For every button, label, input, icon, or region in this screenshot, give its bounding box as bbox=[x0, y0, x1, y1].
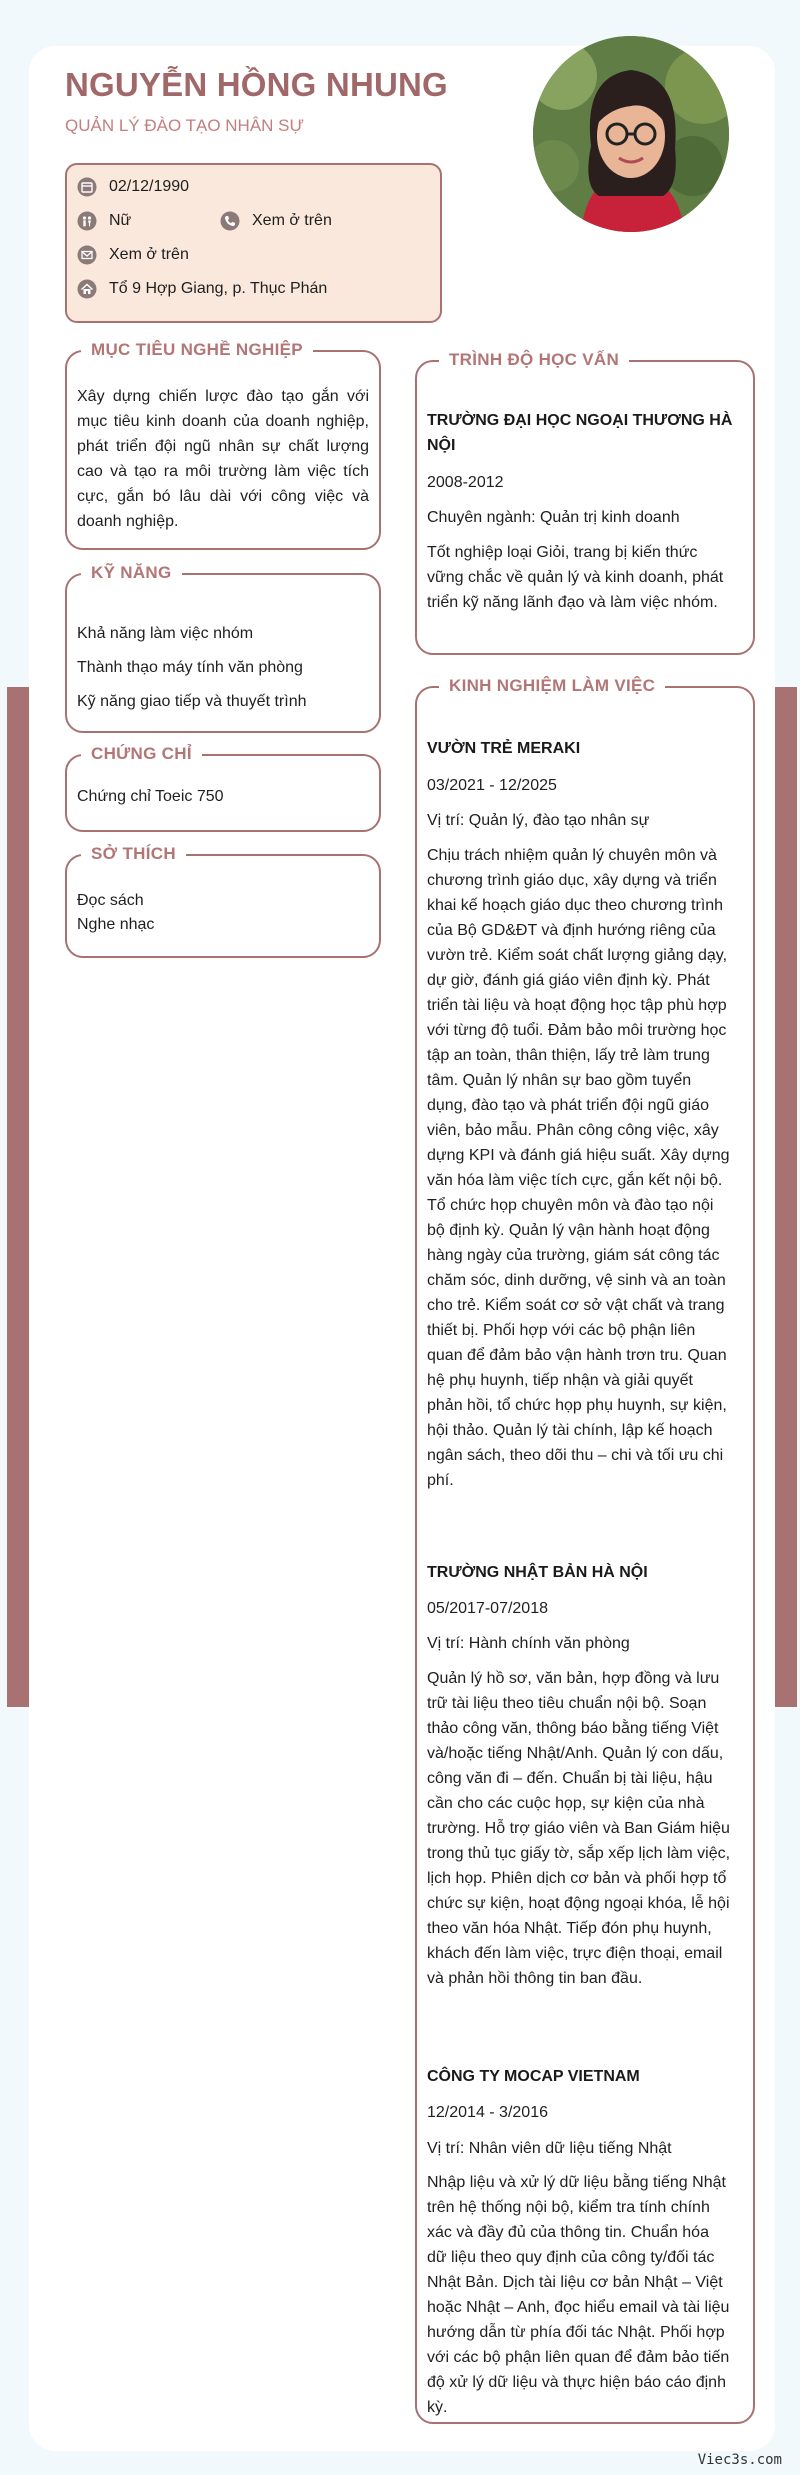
experience-heading: KINH NGHIỆM LÀM VIỆC bbox=[439, 675, 665, 697]
job-period: 05/2017-07/2018 bbox=[427, 1600, 548, 1617]
skill-item: Khả năng làm việc nhóm bbox=[77, 625, 254, 642]
certificates-section bbox=[65, 744, 381, 832]
skills-heading: KỸ NĂNG bbox=[81, 562, 182, 584]
phone-icon bbox=[220, 211, 240, 231]
job-company: TRƯỜNG NHẬT BẢN HÀ NỘI bbox=[427, 1564, 648, 1581]
skills-section bbox=[65, 563, 381, 733]
decorative-stripe-right bbox=[775, 687, 797, 1707]
skill-item: Kỹ năng giao tiếp và thuyết trình bbox=[77, 693, 307, 710]
education-section bbox=[415, 350, 755, 655]
school-name: TRƯỜNG ĐẠI HỌC NGOẠI THƯƠNG HÀ NỘI bbox=[427, 412, 733, 454]
birthday-row bbox=[77, 177, 189, 197]
candidate-job-title: QUẢN LÝ ĐÀO TẠO NHÂN SỰ bbox=[65, 116, 305, 135]
birthday-value: 02/12/1990 bbox=[109, 178, 190, 195]
certificates-heading: CHỨNG CHỈ bbox=[81, 743, 202, 765]
hobby-item: Nghe nhạc bbox=[77, 916, 155, 933]
education-heading: TRÌNH ĐỘ HỌC VẤN bbox=[439, 349, 629, 371]
job-position: Vị trí: Nhân viên dữ liệu tiếng Nhật bbox=[427, 2140, 672, 2157]
job-position: Vị trí: Quản lý, đào tạo nhân sự bbox=[427, 812, 650, 829]
decorative-stripe-left bbox=[7, 687, 29, 1707]
email-value: Xem ở trên bbox=[109, 246, 189, 263]
gender-icon bbox=[77, 211, 97, 231]
job-company: CÔNG TY MOCAP VIETNAM bbox=[427, 2068, 640, 2085]
objective-heading: MỤC TIÊU NGHỀ NGHIỆP bbox=[81, 339, 313, 361]
hobbies-section bbox=[65, 844, 381, 958]
address-value: Tổ 9 Hợp Giang, p. Thục Phán bbox=[109, 280, 328, 297]
phone-row bbox=[220, 211, 332, 231]
hobby-item: Đọc sách bbox=[77, 892, 144, 909]
gender-value: Nữ bbox=[109, 212, 132, 229]
objective-text: Xây dựng chiến lược đào tạo gắn với mục tiêu kinh doanh của doanh nghiệp, phát triển đội ngũ nhân sự chất lượng cao và tạo ra môi trường làm việc tích cực, gắn bó lâu dài với công việc và doanh nghiệp. bbox=[77, 388, 369, 530]
email-row bbox=[77, 245, 189, 265]
job-description: Chịu trách nhiệm quản lý chuyên môn và chương trình giáo dục, xây dựng và triển khai kế hoạch giáo dục theo chương trình của Bộ GD&ĐT và định hướng riêng của vườn trẻ. Kiểm soát chất lượng giảng dạy, dự giờ, đánh giá giáo viên định kỳ. Phát triển tài liệu và hoạt động học tập phù hợp với từng độ tuổi. Đảm bảo môi trường học tập an toàn, thân thiện, lấy trẻ làm trung tâm. Quản lý nhân sự bao gồm tuyển dụng, đào tạo và phát triển đội ngũ giáo viên, bảo mẫu. Phân công công việc, xây dựng KPI và đánh giá hiệu suất. Xây dựng văn hóa làm việc tích cực, gắn kết nội bộ. Tổ chức họp chuyên môn và đào tạo nội bộ định kỳ. Quản lý vận hành hoạt động hàng ngày của trường, giám sát công tác chăm sóc, dinh dưỡng, vệ sinh và an toàn cho trẻ. Kiểm soát cơ sở vật chất và trang thiết bị. Phối hợp với các bộ phận liên quan để đảm bảo vận hành trơn tru. Quan hệ phụ huynh, tiếp nhận và giải quyết phản hồi, tổ chức họp phụ huynh, sự kiện, hội thảo. Quản lý tài chính, lập kế hoạch ngân sách, theo dõi thu – chi và tối ưu chi phí. bbox=[427, 847, 730, 1489]
job-period: 03/2021 - 12/2025 bbox=[427, 777, 557, 794]
calendar-icon bbox=[77, 177, 97, 197]
objective-section bbox=[65, 340, 381, 550]
education-period: 2008-2012 bbox=[427, 474, 504, 491]
education-major: Chuyên ngành: Quản trị kinh doanh bbox=[427, 509, 680, 526]
job-position: Vị trí: Hành chính văn phòng bbox=[427, 1635, 630, 1652]
job-description: Quản lý hồ sơ, văn bản, hợp đồng và lưu trữ tài liệu theo tiêu chuẩn nội bộ. Soạn thảo công văn, thông báo bằng tiếng Việt và/hoặc tiếng Nhật/Anh. Quản lý con dấu, công văn đi – đến. Chuẩn bị tài liệu, hậu cần cho các cuộc họp, sự kiện của nhà trường. Hỗ trợ giáo viên và Ban Giám hiệu trong thủ tục giấy tờ, sắp xếp lịch làm việc, lịch họp. Phiên dịch cơ bản và phối hợp tổ chức sự kiện, hoạt động ngoại khóa, lễ hội theo văn hóa Nhật. Tiếp đón phụ huynh, khách đến làm việc, trực điện thoại, email và phản hồi thông tin ban đầu. bbox=[427, 1670, 731, 1987]
home-icon bbox=[77, 279, 97, 299]
gender-row bbox=[77, 211, 131, 231]
contact-info-box bbox=[65, 163, 442, 323]
phone-value: Xem ở trên bbox=[252, 212, 332, 229]
education-description: Tốt nghiệp loại Giỏi, trang bị kiến thức vững chắc về quản lý và kinh doanh, phát triển kỹ năng lãnh đạo và làm việc nhóm. bbox=[427, 544, 724, 611]
job-period: 12/2014 - 3/2016 bbox=[427, 2104, 548, 2121]
job-company: VƯỜN TRẺ MERAKI bbox=[427, 740, 581, 757]
certificate-item: Chứng chỉ Toeic 750 bbox=[77, 788, 224, 805]
footer-watermark: Viec3s.com bbox=[697, 2452, 782, 2468]
hobbies-heading: SỞ THÍCH bbox=[81, 843, 186, 865]
address-row bbox=[77, 279, 327, 299]
candidate-name: NGUYỄN HỒNG NHUNG bbox=[65, 66, 448, 103]
email-icon bbox=[77, 245, 97, 265]
experience-section bbox=[415, 676, 755, 2424]
profile-photo bbox=[533, 36, 729, 232]
job-description: Nhập liệu và xử lý dữ liệu bằng tiếng Nhật trên hệ thống nội bộ, kiểm tra tính chính xác và đầy đủ của thông tin. Chuẩn hóa dữ liệu theo quy định của công ty/đối tác Nhật Bản. Dịch tài liệu cơ bản Nhật – Việt hoặc Nhật – Anh, đọc hiểu email và tài liệu hướng dẫn từ phía đối tác Nhật. Phối hợp với các bộ phận liên quan để đảm bảo tiến độ xử lý dữ liệu và thực hiện báo cáo định kỳ. bbox=[427, 2174, 730, 2416]
skill-item: Thành thạo máy tính văn phòng bbox=[77, 659, 303, 676]
